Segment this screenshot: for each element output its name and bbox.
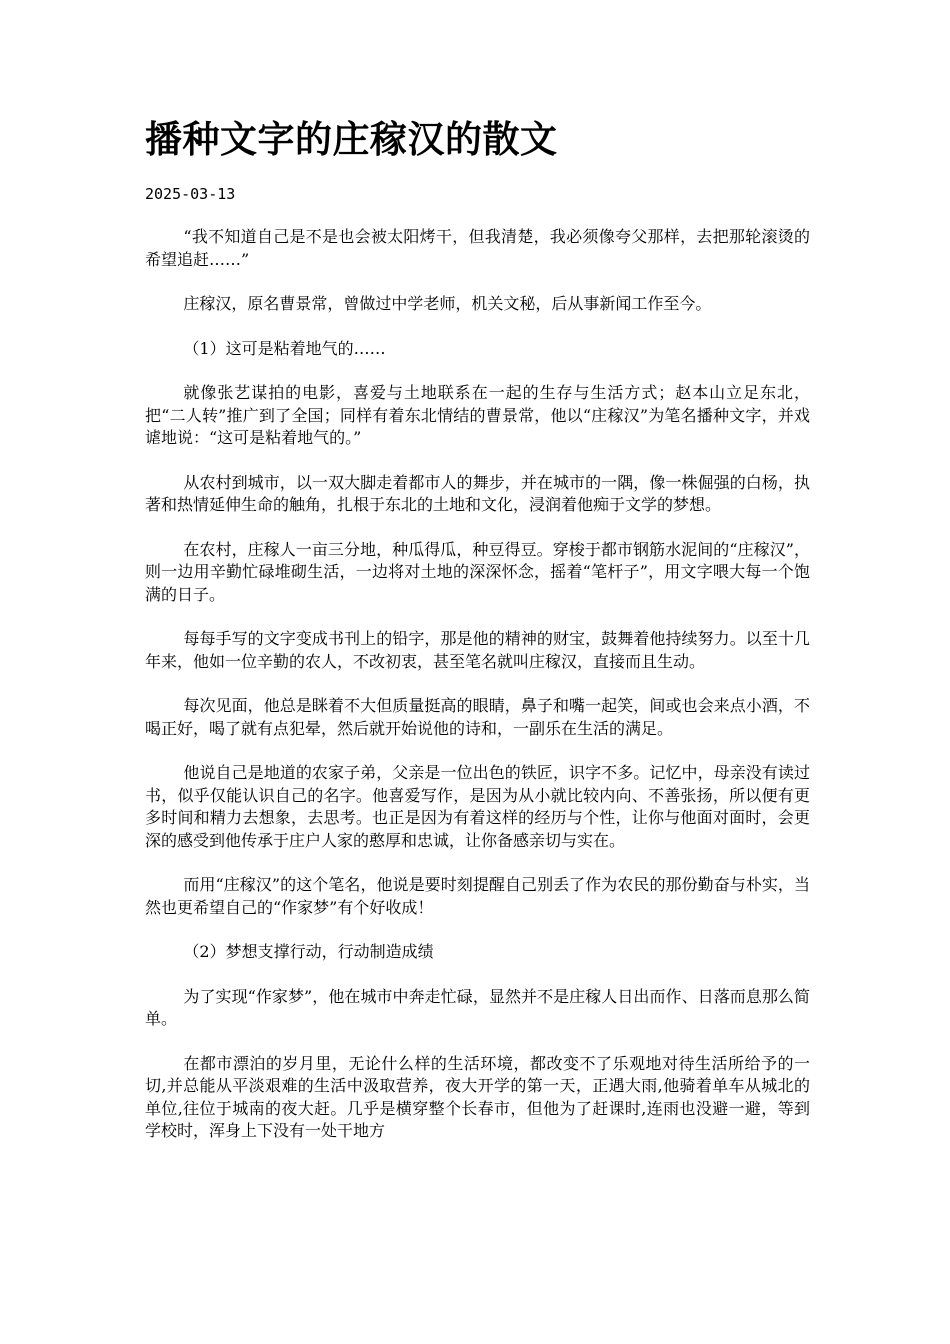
- paragraph-7: 每次见面，他总是眯着不大但质量挺高的眼睛，鼻子和嘴一起笑，间或也会来点小酒，不喝正好，喝了就有点犯晕，然后就开始说他的诗和，一副乐在生活的满足。: [145, 696, 810, 738]
- paragraph-9: 而用“庄稼汉”的这个笔名，他说是要时刻提醒自己别丢了作为农民的那份勤奋与朴实，当然也更希望自己的“作家梦”有个好收成！: [145, 875, 810, 917]
- paragraph-4: 从农村到城市，以一双大脚走着都市人的舞步，并在城市的一隅，像一株倔强的白杨，执著和热情延伸生命的触角，扎根于东北的土地和文化，浸润着他痴于文学的梦想。: [145, 472, 810, 514]
- article-body: [145, 226, 810, 1143]
- paragraph-10: 为了实现“作家梦”，他在城市中奔走忙碌，显然并不是庄稼人日出而作、日落而息那么简单。: [145, 986, 810, 1028]
- article: [145, 112, 810, 1165]
- paragraph-1: “我不知道自己是不是也会被太阳烤干，但我清楚，我必须像夸父那样，去把那轮滚烫的希望追赶……”: [145, 227, 810, 269]
- paragraph-8: 他说自己是地道的农家子弟，父亲是一位出色的铁匠，识字不多。记忆中，母亲没有读过书，似乎仅能认识自己的名字。他喜爱写作，是因为从小就比较内向、不善张扬，所以便有更多时间和精力去想象，去思考。也正是因为有着这样的经历与个性，让你与他面对面时，会更深的感受到他传承于庄户人家的憨厚和忠诚，让你备感亲切与实在。: [145, 763, 810, 850]
- paragraph-3: 就像张艺谋拍的电影，喜爱与土地联系在一起的生存与生活方式；赵本山立足东北，把“二人转”推广到了全国；同样有着东北情结的曹景常，他以“庄稼汉”为笔名播种文字，并戏谑地说：“这可是粘着地气的。”: [145, 383, 810, 447]
- paragraph-2: 庄稼汉，原名曹景常，曾做过中学老师，机关文秘，后从事新闻工作至今。: [183, 294, 712, 313]
- section-heading-2: （2）梦想支撑行动，行动制造成绩: [183, 942, 434, 961]
- section-heading-1: （1）这可是粘着地气的……: [183, 338, 386, 358]
- article-title: 播种文字的庄稼汉的散文: [145, 118, 558, 161]
- paragraph-5: 在农村，庄稼人一亩三分地，种瓜得瓜，种豆得豆。穿梭于都市钢筋水泥间的“庄稼汉”，则一边用辛勤忙碌堆砌生活，一边将对土地的深深怀念，摇着“笔杆子”，用文字喂大每一个饱满的日子。: [145, 539, 810, 604]
- paragraph-6: 每每手写的文字变成书刊上的铅字，那是他的精神的财宝，鼓舞着他持续努力。以至十几年来，他如一位辛勤的农人，不改初衷，甚至笔名就叫庄稼汉，直接而且生动。: [145, 629, 810, 671]
- article-date: 2025-03-13: [145, 185, 236, 203]
- paragraph-11: 在都市漂泊的岁月里，无论什么样的生活环境，都改变不了乐观地对待生活所给予的一切,并总能从平淡艰难的生活中汲取营养，夜大开学的第一天，正遇大雨,他骑着单车从城北的单位,往位于城南的夜大赶。几乎是横穿整个长春市，但他为了赶课时,连雨也没避一避，等到学校时，浑身上下没有一处干地方: [145, 1053, 810, 1140]
